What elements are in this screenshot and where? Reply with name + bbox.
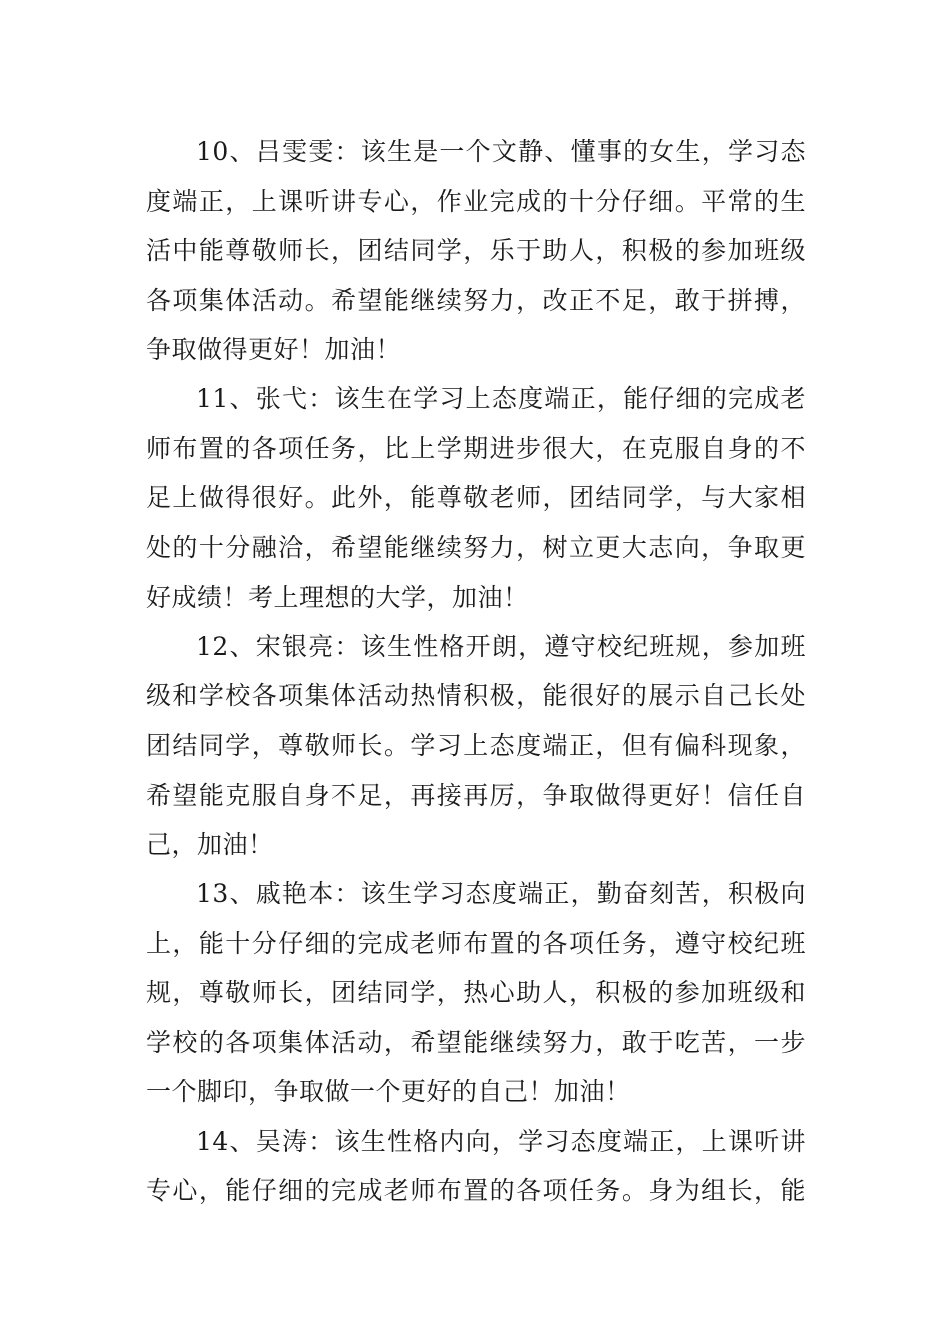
paragraph-14-line-2: 专心，能仔细的完成老师布置的各项任务。身为组长，能	[146, 1176, 806, 1205]
paragraph-12-line-2: 级和学校各项集体活动热情积极，能很好的展示自己长处	[146, 681, 806, 710]
paragraph-12-line-5: 己，加油！	[146, 830, 274, 859]
paragraph-10-line-4: 各项集体活动。希望能继续努力，改正不足，敢于拼搏，	[146, 286, 806, 315]
paragraph-11-line-2: 师布置的各项任务，比上学期进步很大，在克服自身的不	[146, 434, 806, 463]
paragraph-10-line-3: 活中能尊敬师长，团结同学，乐于助人，积极的参加班级	[146, 236, 806, 265]
paragraph-10-line-2: 度端正，上课听讲专心，作业完成的十分仔细。平常的生	[146, 187, 806, 216]
paragraph-10-line-5: 争取做得更好！加油！	[146, 335, 402, 364]
paragraph-13-line-4: 学校的各项集体活动，希望能继续努力，敢于吃苦，一步	[146, 1028, 806, 1057]
paragraph-12-line-1: 12、宋银亮：该生性格开朗，遵守校纪班规，参加班	[196, 632, 806, 661]
paragraph-11-line-1: 11、张弋：该生在学习上态度端正，能仔细的完成老	[196, 384, 806, 413]
paragraph-11-line-4: 处的十分融洽，希望能继续努力，树立更大志向，争取更	[146, 533, 806, 562]
paragraph-10-line-1: 10、吕雯雯：该生是一个文静、懂事的女生，学习态	[196, 137, 806, 166]
paragraph-12-line-4: 希望能克服自身不足，再接再厉，争取做得更好！信任自	[146, 781, 806, 810]
paragraph-13-line-1: 13、戚艳本：该生学习态度端正，勤奋刻苦，积极向	[196, 879, 806, 908]
paragraph-11-line-3: 足上做得很好。此外，能尊敬老师，团结同学，与大家相	[146, 483, 806, 512]
paragraph-13-line-5: 一个脚印，争取做一个更好的自己！加油！	[146, 1077, 631, 1106]
paragraph-13-line-2: 上，能十分仔细的完成老师布置的各项任务，遵守校纪班	[146, 929, 806, 958]
paragraph-14-line-1: 14、吴涛：该生性格内向，学习态度端正，上课听讲	[196, 1127, 806, 1156]
paragraph-11-line-5: 好成绩！考上理想的大学，加油！	[146, 583, 529, 612]
paragraph-12-line-3: 团结同学，尊敬师长。学习上态度端正，但有偏科现象，	[146, 731, 806, 760]
paragraph-13-line-3: 规，尊敬师长，团结同学，热心助人，积极的参加班级和	[146, 978, 806, 1007]
